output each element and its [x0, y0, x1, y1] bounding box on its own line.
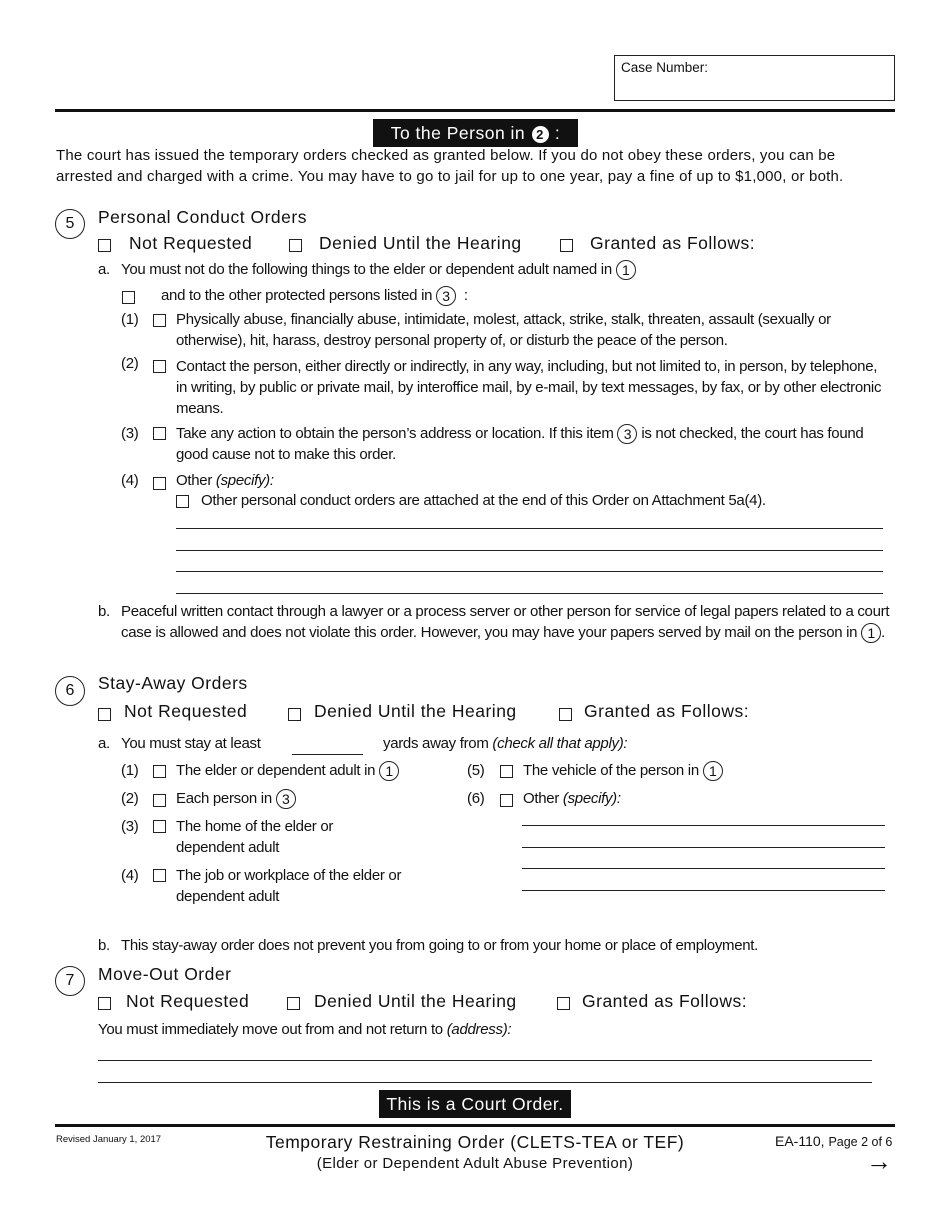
s6-item1-text-main: The elder or dependent adult in — [176, 762, 376, 779]
s7-text-main: You must immediately move out from and not return to — [98, 1021, 443, 1038]
s5-item4-attach-text: Other personal conduct orders are attached at the end of this Order on Attachment 5a(4). — [201, 492, 766, 509]
s5a-text-main: You must not do the following things to the elder or dependent adult named in — [121, 261, 612, 278]
s6-item3-text: The home of the elder or dependent adult — [176, 818, 334, 856]
next-page-arrow-icon[interactable]: → — [866, 1146, 892, 1176]
court-order-banner: This is a Court Order. — [379, 1090, 571, 1118]
s6-item1-text — [176, 760, 399, 781]
s6-granted-label: Granted as Follows: — [584, 701, 750, 721]
s6-denied-label: Denied Until the Hearing — [314, 701, 517, 721]
s5-item2-checkbox[interactable] — [153, 360, 166, 373]
section-6-title: Stay-Away Orders — [98, 673, 248, 693]
header-rule — [55, 109, 895, 112]
s6a-text-post: yards away from — [383, 735, 489, 752]
s5-item1-checkbox[interactable] — [153, 314, 166, 327]
s6-item5-ref: 1 — [703, 761, 723, 781]
s5-denied-checkbox[interactable] — [289, 239, 302, 252]
s5a-other-ref: 3 — [436, 286, 456, 306]
s6-item1-ref: 1 — [379, 761, 399, 781]
to-person-banner — [373, 119, 578, 147]
page-number: Page 2 of 6 — [828, 1135, 893, 1149]
form-subtitle: (Elder or Dependent Adult Abuse Prevention) — [316, 1155, 634, 1172]
s5a-other-colon: : — [463, 287, 468, 304]
s7-granted-label: Granted as Follows: — [582, 991, 748, 1011]
case-number-label: Case Number: — [621, 60, 709, 75]
s6a-yards-field[interactable] — [292, 754, 363, 755]
s6-other-line-1[interactable] — [522, 825, 885, 826]
s6-denied-checkbox[interactable] — [288, 708, 301, 721]
s5-item4-other — [176, 470, 274, 491]
s6-item3-checkbox[interactable] — [153, 820, 166, 833]
intro-text: The court has issued the temporary orders checked as granted below. If you do not obey these orders, you can be arrested and charged with a crime. You may have to go to jail for up to one year, pay a fine of up to $1,000, or both. — [56, 147, 844, 185]
s6-other-line-3[interactable] — [522, 868, 885, 869]
s7-text — [98, 1019, 511, 1040]
s6b-text: This stay-away order does not prevent you from going to or from your home or place of employment. — [121, 937, 759, 954]
s5-item1-text: Physically abuse, financially abuse, intimidate, molest, attack, strike, stalk, threaten, assault (sexually or otherwise), hit, harass, destroy personal property of, or disturb the peace of the person. — [176, 311, 831, 349]
s5-item2-num: (2) — [121, 355, 139, 372]
s7-granted-checkbox[interactable] — [557, 997, 570, 1010]
s5-not-requested-checkbox[interactable] — [98, 239, 111, 252]
s5-other-line-3[interactable] — [176, 571, 883, 572]
s6-item5-checkbox[interactable] — [500, 765, 513, 778]
s6-item5-text-main: The vehicle of the person in — [523, 762, 699, 779]
s6-item3-num: (3) — [121, 818, 139, 835]
s6-other-line-4[interactable] — [522, 890, 885, 891]
s7-address-line-2[interactable] — [98, 1082, 872, 1083]
s5-item4-num: (4) — [121, 472, 139, 489]
s6a-text-pre: You must stay at least — [121, 735, 261, 752]
section-5-number: 5 — [55, 209, 85, 239]
s6-item4-num: (4) — [121, 867, 139, 884]
s5-other-line-1[interactable] — [176, 528, 883, 529]
s6-item6-other — [523, 788, 621, 809]
s6-item6-specify: (specify): — [562, 790, 621, 807]
s7-denied-label: Denied Until the Hearing — [314, 991, 517, 1011]
s6-item5-num: (5) — [467, 762, 485, 779]
s5a-label: a. — [98, 261, 110, 278]
s5a-other-persons-checkbox[interactable] — [122, 291, 135, 304]
s6-item2-text — [176, 788, 296, 809]
s6-other-line-2[interactable] — [522, 847, 885, 848]
s5-item3-text — [176, 423, 891, 465]
s6-item6-checkbox[interactable] — [500, 794, 513, 807]
revised-date: Revised January 1, 2017 — [56, 1134, 162, 1145]
s6a-label: a. — [98, 735, 110, 752]
s5-item3-text-a: Take any action to obtain the person’s address or location. If this item — [176, 425, 614, 442]
s5-item4-specify: (specify): — [215, 472, 274, 489]
s6-item2-ref: 3 — [276, 789, 296, 809]
s5b-ref: 1 — [861, 623, 881, 643]
s6-item2-num: (2) — [121, 790, 139, 807]
s6-item1-num: (1) — [121, 762, 139, 779]
s5-not-requested-label: Not Requested — [129, 233, 253, 253]
s6-item4-checkbox[interactable] — [153, 869, 166, 882]
s7-address: (address): — [446, 1021, 512, 1038]
s6a-check-all: (check all that apply): — [492, 735, 628, 752]
s6-item1-checkbox[interactable] — [153, 765, 166, 778]
s5b-label: b. — [98, 603, 110, 620]
s5b-end: . — [881, 624, 885, 641]
s5-other-line-2[interactable] — [176, 550, 883, 551]
s5-other-line-4[interactable] — [176, 593, 883, 594]
s5b-text-main: Peaceful written contact through a lawyer or a process server or other person for service of legal papers related to a court case is allowed and does not violate this order. However, you may have your papers served by mail on the person in — [121, 603, 890, 641]
s6b-label: b. — [98, 937, 110, 954]
s5a-text — [121, 259, 636, 280]
s7-denied-checkbox[interactable] — [287, 997, 300, 1010]
s5-item2-text: Contact the person, either directly or indirectly, in any way, including, but not limited to, in person, by telephone, in writing, by public or private mail, by interoffice mail, by e-mail, by text messages, by fax, or by other electronic means. — [176, 358, 882, 417]
s6a-text — [383, 733, 627, 754]
s6-item2-checkbox[interactable] — [153, 794, 166, 807]
s6-item2-text-main: Each person in — [176, 790, 272, 807]
s5b-text — [121, 601, 891, 643]
s5-item4-label: Other — [176, 472, 213, 489]
s5-item4-attach-checkbox[interactable] — [176, 495, 189, 508]
s6-item4-text: The job or workplace of the elder or dependent adult — [176, 867, 402, 905]
to-person-colon: : — [554, 123, 561, 143]
s5a-other-persons — [161, 285, 468, 306]
s5-item4-checkbox[interactable] — [153, 477, 166, 490]
form-title: Temporary Restraining Order (CLETS-TEA or TEF) — [265, 1132, 685, 1152]
s6-item6-num: (6) — [467, 790, 485, 807]
s6-granted-checkbox[interactable] — [559, 708, 572, 721]
to-person-label: To the Person in — [390, 123, 526, 143]
s5-denied-label: Denied Until the Hearing — [319, 233, 522, 253]
to-person-ref: 2 — [531, 125, 550, 144]
s6-item5-text — [523, 760, 723, 781]
s7-not-requested-checkbox[interactable] — [98, 997, 111, 1010]
footer-rule — [55, 1124, 895, 1127]
s6-not-requested-checkbox[interactable] — [98, 708, 111, 721]
s5-item3-text-b: is not checked, the court has found good cause not to make this order. — [176, 425, 864, 464]
s5-item3-ref: 3 — [617, 424, 637, 444]
section-7-number: 7 — [55, 966, 85, 996]
s5-granted-label: Granted as Follows: — [590, 233, 756, 253]
section-5-title: Personal Conduct Orders — [98, 207, 307, 227]
s5a-ref: 1 — [616, 260, 636, 280]
s6-not-requested-label: Not Requested — [124, 701, 248, 721]
case-number-box[interactable] — [614, 55, 895, 101]
s5a-other-text: and to the other protected persons listed in — [161, 287, 433, 304]
form-id: EA-110, — [775, 1133, 825, 1149]
s5-item1-num: (1) — [121, 311, 139, 328]
section-7-title: Move-Out Order — [98, 964, 232, 984]
s5-granted-checkbox[interactable] — [560, 239, 573, 252]
s7-address-line-1[interactable] — [98, 1060, 872, 1061]
s7-not-requested-label: Not Requested — [126, 991, 250, 1011]
s5-item3-num: (3) — [121, 425, 139, 442]
section-6-number: 6 — [55, 676, 85, 706]
s6-item6-label: Other — [523, 790, 560, 807]
s5-item3-checkbox[interactable] — [153, 427, 166, 440]
